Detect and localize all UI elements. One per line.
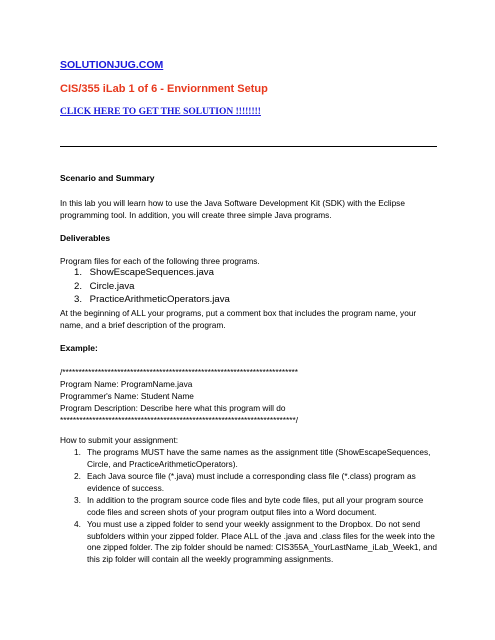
program-list — [74, 266, 230, 307]
document-title: CIS/355 iLab 1 of 6 - Enviornment Setup — [60, 83, 268, 95]
list-item — [74, 447, 440, 470]
program-name: Circle.java — [89, 280, 135, 292]
list-item — [74, 519, 440, 565]
list-item — [74, 471, 440, 494]
list-number: 1. — [74, 447, 81, 457]
scenario-paragraph: In this lab you will learn how to use the Java Software Development Kit (SDK) with the Eclipse programming tool. In addition, you will create three simple Java programs. — [60, 198, 405, 220]
comment-line: Programmer's Name: Student Name — [60, 391, 194, 401]
site-link[interactable]: SOLUTIONJUG.COM — [60, 59, 164, 71]
get-solution-link[interactable]: CLICK HERE TO GET THE SOLUTION !!!!!!!! — [60, 107, 261, 117]
step-text: The programs MUST have the same names as the assignment title (ShowEscapeSequences, Circle, and PracticeArithmeticOperators). — [87, 447, 431, 469]
scenario-heading: Scenario and Summary — [60, 173, 155, 183]
example-heading: Example: — [60, 343, 98, 353]
list-number: 2. — [74, 280, 83, 292]
comment-line: *************************************************************************/ — [60, 415, 299, 425]
comment-line: Program Name: ProgramName.java — [60, 379, 193, 389]
list-item — [74, 266, 230, 280]
step-text: Each Java source file (*.java) must include a corresponding class file (*.class) program as evidence of success. — [87, 471, 416, 493]
deliverables-intro: Program files for each of the following three programs. — [60, 256, 260, 266]
step-text: You must use a zipped folder to send your weekly assignment to the Dropbox. Do not send subfolders within your zipped folder. Place ALL of the .java and .class files for the week into the one zipped folder. The zip folder should be named: CIS355A_YourLastName_iLab_Week1, and this zip folder will contain all the weekly programming assignments. — [87, 519, 437, 564]
list-item — [74, 293, 230, 307]
step-text: In addition to the program source code files and byte code files, put all your program source code files and screen shots of your program output files into a Word document. — [87, 495, 424, 517]
list-number: 1. — [74, 267, 83, 278]
program-name: PracticeArithmeticOperators.java — [89, 294, 230, 305]
list-number: 3. — [74, 495, 81, 505]
program-name: ShowEscapeSequences.java — [89, 267, 214, 278]
comment-box-instruction: At the beginning of ALL your programs, put a comment box that includes the program name, your name, and a brief description of the program. — [60, 308, 417, 330]
list-number: 2. — [74, 471, 81, 481]
example-comment-box — [60, 366, 450, 426]
list-number: 3. — [74, 294, 83, 305]
deliverables-heading: Deliverables — [60, 233, 111, 243]
submission-steps — [74, 447, 440, 566]
comment-line: Program Description: Describe here what this program will do — [60, 403, 286, 413]
submission-intro: How to submit your assignment: — [60, 435, 179, 445]
list-item — [74, 495, 440, 518]
horizontal-divider — [60, 146, 437, 147]
list-item — [74, 280, 230, 294]
comment-line: /************************************************************************* — [60, 367, 299, 377]
list-number: 4. — [74, 519, 81, 529]
